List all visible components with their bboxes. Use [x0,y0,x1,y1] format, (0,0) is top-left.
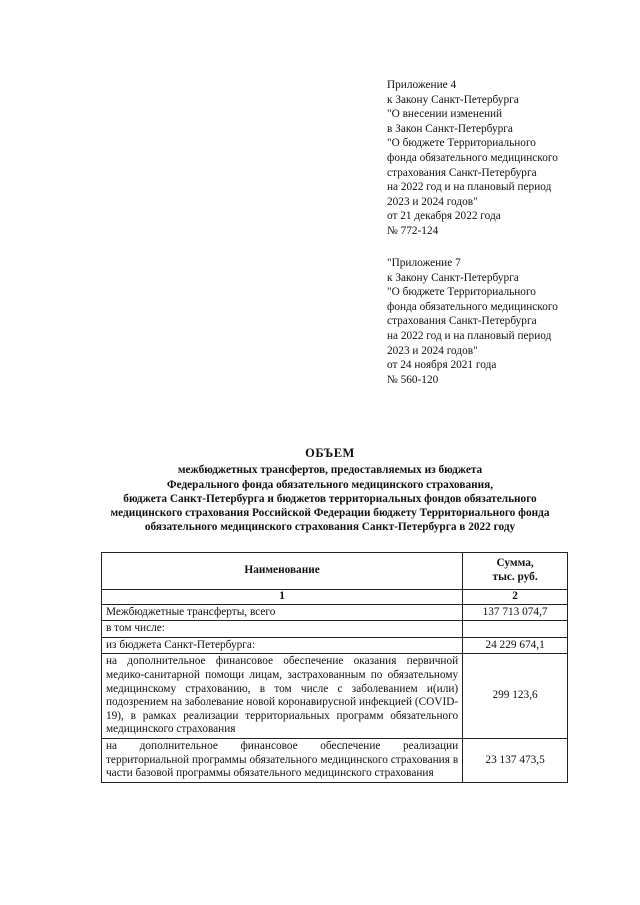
appendix-4-line: на 2022 год и на плановый период [387,181,552,194]
appendix-7-line: фонда обязательного медицинского [387,300,558,313]
table-row [102,604,568,621]
table-row [102,654,568,739]
appendix-4-line: страхования Санкт-Петербурга [387,166,537,179]
title-line: межбюджетных трансфертов, предоставляемых из бюджета [177,464,483,477]
title-line: бюджета Санкт-Петербурга и бюджетов территориальных фондов обязательного [123,492,537,505]
column-number-1: 1 [102,590,463,605]
appendix-4-reference [387,78,627,239]
appendix-7-line: "Приложение 7 [387,257,461,269]
transfers-table [101,552,568,783]
row-name: в том числе: [102,621,463,638]
title-line: Федерального фонда обязательного медицинского страхования, [166,478,494,491]
column-number-2: 2 [463,590,568,605]
row-value: 24 229 674,1 [463,637,568,654]
column-number-row [102,590,568,605]
appendix-7-line: к Закону Санкт-Петербурга [387,271,519,284]
table-row [102,738,568,782]
appendix-7-line: 2023 и 2024 годов" [387,344,478,357]
appendix-7-line: "О бюджете Территориального [387,286,536,299]
appendix-4-line: "О внесении изменений [387,108,503,121]
title-line: обязательного медицинского страхования Санкт-Петербурга в 2022 году [144,521,516,534]
appendix-4-line: № 772-124 [387,224,439,237]
row-value: 23 137 473,5 [463,738,568,782]
row-value: 137 713 074,7 [463,604,568,621]
appendix-7-line: на 2022 год и на плановый период [387,329,552,342]
row-name: на дополнительное финансовое обеспечение оказания первичной медико-санитарной помощи лицам, застрахованным по обязательному медицинскому страхованию, в том числе с заболеванием и(или) подозрением на заболевание новой коронавирусной инфекцией (COVID-19), в рамках реализации территориальных программ обязательного медицинского страхования [102,654,463,739]
table-header-row [102,553,568,590]
title-line: медицинского страхования Российской Федерации бюджету Территориального фонда [110,507,550,520]
appendix-7-line: от 24 ноября 2021 года [387,359,497,372]
document-title [70,446,590,535]
appendix-7-reference [387,256,627,387]
appendix-4-line: фонда обязательного медицинского [387,151,558,164]
column-header-sum: Сумма, тыс. руб. [463,553,568,590]
appendix-4-line: к Закону Санкт-Петербурга [387,93,519,106]
row-name: из бюджета Санкт-Петербурга: [102,637,463,654]
row-name: Межбюджетные трансферты, всего [102,604,463,621]
table-row [102,637,568,654]
row-name: на дополнительное финансовое обеспечение реализации территориальной программы обязательного медицинского страхования в части базовой программы обязательного медицинского страхования [102,738,463,782]
table-row [102,621,568,638]
appendix-4-line: в Закон Санкт-Петербурга [387,122,513,135]
row-value [463,621,568,638]
column-header-name: Наименование [102,553,463,590]
appendix-7-line: № 560-120 [387,373,439,386]
appendix-7-line: страхования Санкт-Петербурга [387,315,537,328]
appendix-4-line: 2023 и 2024 годов" [387,195,478,208]
title-subtitle [70,463,590,534]
appendix-4-line: Приложение 4 [387,79,457,91]
row-value: 299 123,6 [463,654,568,739]
title-heading: ОБЪЕМ [305,446,355,460]
appendix-4-line: "О бюджете Территориального [387,137,536,150]
appendix-4-line: от 21 декабря 2022 года [387,210,501,223]
